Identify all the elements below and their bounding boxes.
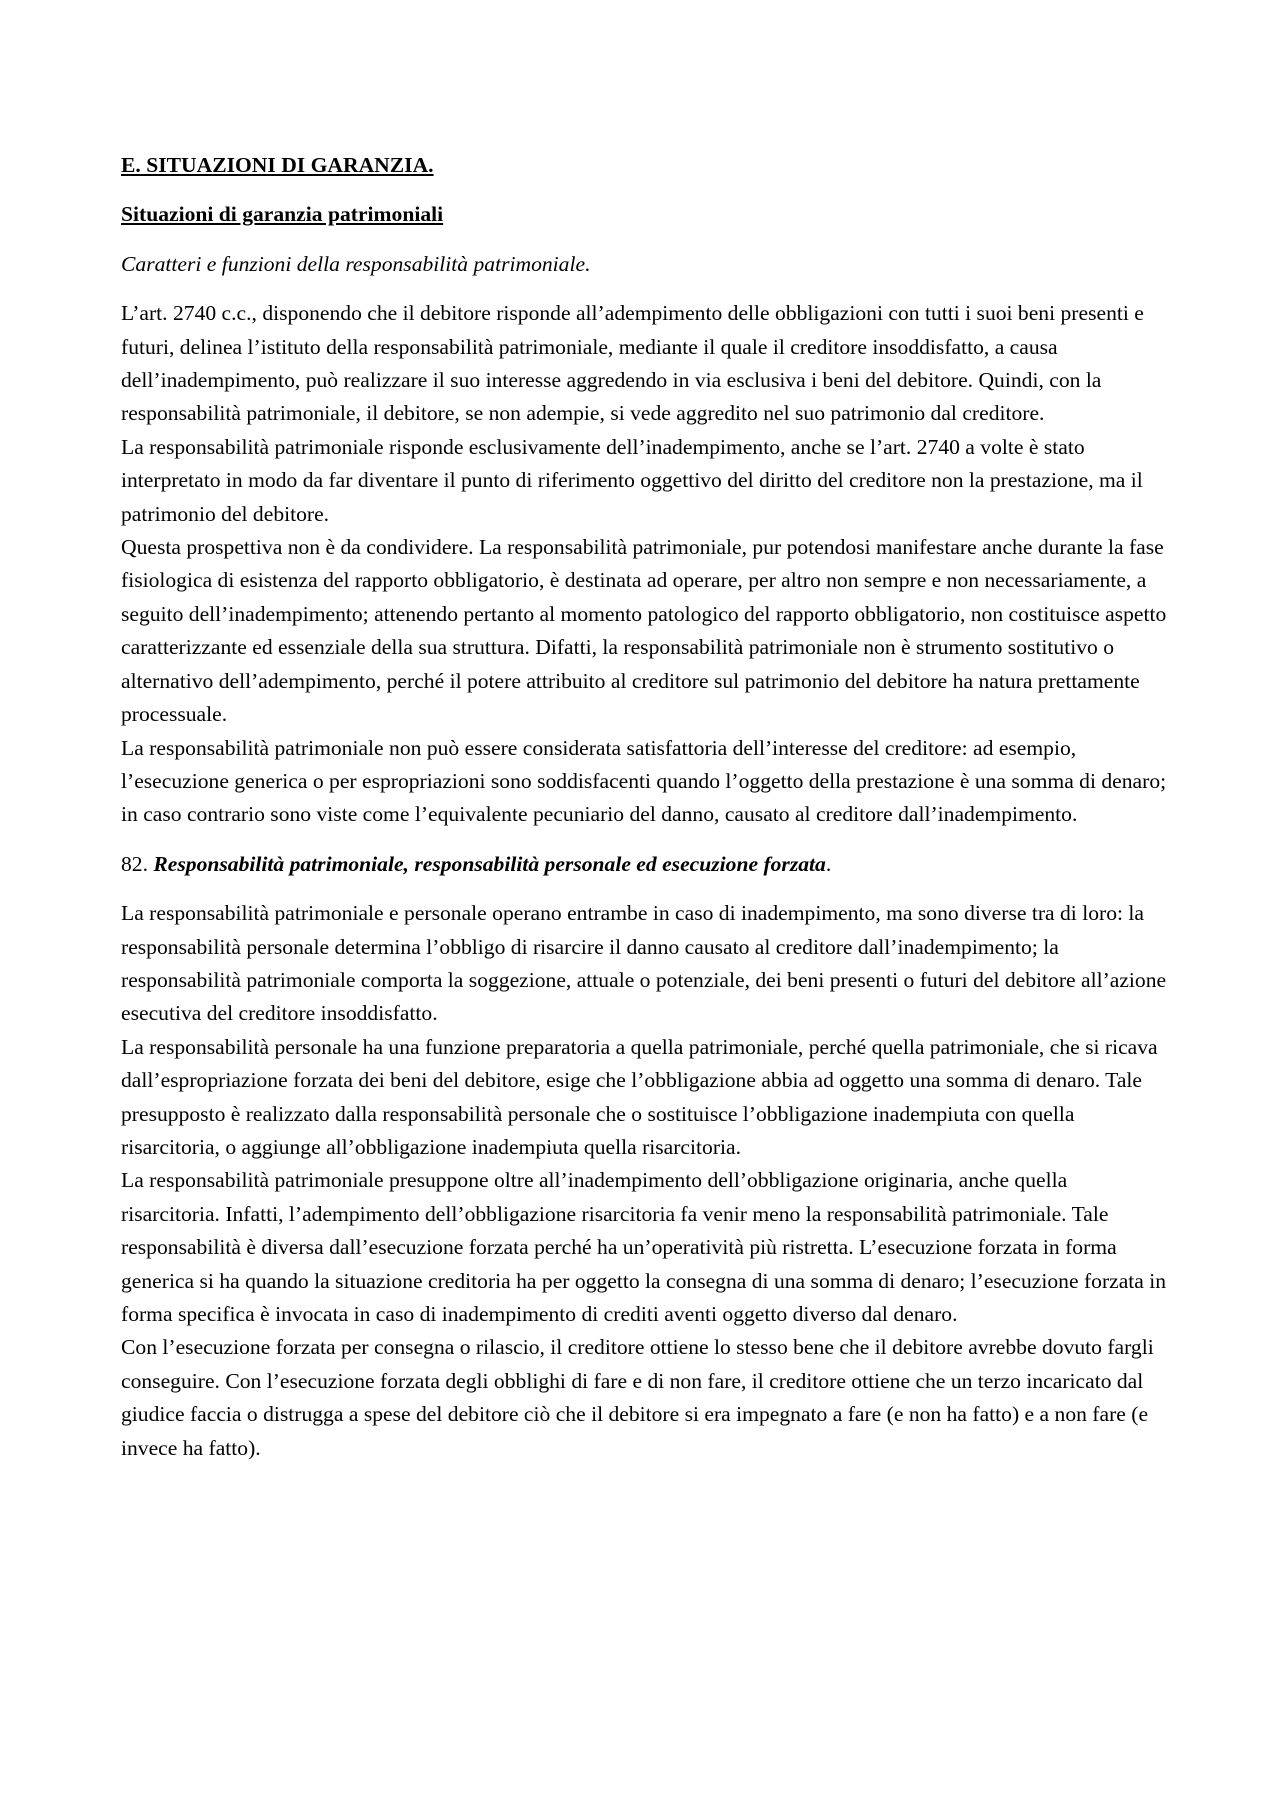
section-heading-responsabilita: Caratteri e funzioni della responsabilità patrimoniale. (121, 251, 591, 276)
section-heading-82 (121, 848, 1171, 881)
section-title: Responsabilità patrimoniale, responsabilità personale ed esecuzione forzata (153, 851, 826, 876)
document-page (121, 149, 1171, 1481)
paragraph: La responsabilità patrimoniale non può essere considerata satisfattoria dell’interesse del creditore: ad esempio, l’esecuzione generica o per espropriazioni sono soddisfacenti quando l’oggetto della prestazione è una somma di denaro; in caso contrario sono viste come l’equivalente pecuniario del danno, causato al creditore dall’inadempimento. (121, 735, 1167, 827)
document-subtitle: Situazioni di garanzia patrimoniali (121, 202, 444, 227)
paragraph: La responsabilità patrimoniale presuppone oltre all’inadempimento dell’obbligazione originaria, anche quella risarcitoria. Infatti, l’adempimento dell’obbligazione risarcitoria fa venir meno la responsabilità patrimoniale. Tale responsabilità è diversa dall’esecuzione forzata perché ha un’operatività più ristretta. L’esecuzione forzata in forma generica si ha quando la situazione creditoria ha per oggetto la consegna di una somma di denaro; l’esecuzione forzata in forma specifica è invocata in caso di inadempimento di crediti aventi oggetto diverso dal denaro. (121, 1168, 1167, 1326)
section-body-2 (121, 897, 1171, 1465)
paragraph: L’art. 2740 c.c., disponendo che il debitore risponde all’adempimento delle obbligazioni con tutti i suoi beni presenti e futuri, delinea l’istituto della responsabilità patrimoniale, mediante il quale il creditore insoddisfatto, a causa dell’inadempimento, può realizzare il suo interesse aggredendo in via esclusiva i beni del debitore. Quindi, con la responsabilità patrimoniale, il debitore, se non adempie, si vede aggredito nel suo patrimonio dal creditore. (121, 301, 1144, 426)
section-title-end: . (825, 851, 832, 876)
paragraph: La responsabilità patrimoniale risponde esclusivamente dell’inadempimento, anche se l’art. 2740 a volte è stato interpretato in modo da far diventare il punto di riferimento oggettivo del diritto del creditore non la prestazione, ma il patrimonio del debitore. (121, 434, 1143, 526)
section-number: 82. (121, 851, 154, 876)
section-body-1 (121, 297, 1171, 832)
paragraph: La responsabilità patrimoniale e personale operano entrambe in caso di inadempimento, ma sono diverse tra di loro: la responsabilità personale determina l’obbligo di risarcire il danno causato al creditore dall’inadempimento; la responsabilità patrimoniale comporta la soggezione, attuale o potenziale, dei beni presenti o futuri del debitore all’azione esecutiva del creditore insoddisfatto. (121, 901, 1167, 1026)
paragraph: Con l’esecuzione forzata per consegna o rilascio, il creditore ottiene lo stesso bene che il debitore avrebbe dovuto fargli conseguire. Con l’esecuzione forzata degli obblighi di fare e di non fare, il creditore ottiene che un terzo incaricato dal giudice faccia o distrugga a spese del debitore ciò che il debitore si era impegnato a fare (e non ha fatto) e a non fare (e invece ha fatto). (121, 1335, 1154, 1460)
paragraph: Questa prospettiva non è da condividere. La responsabilità patrimoniale, pur potendosi manifestare anche durante la fase fisiologica di esistenza del rapporto obbligatorio, è destinata ad operare, per altro non sempre e non necessariamente, a seguito dell’inadempimento; attenendo pertanto al momento patologico del rapporto obbligatorio, non costituisce aspetto caratterizzante ed essenziale della sua struttura. Difatti, la responsabilità patrimoniale non è strumento sostitutivo o alternativo dell’adempimento, perché il potere attribuito al creditore sul patrimonio del debitore ha natura prettamente processuale. (121, 535, 1167, 727)
document-title: E. SITUAZIONI DI GARANZIA. (121, 153, 434, 177)
paragraph: La responsabilità personale ha una funzione preparatoria a quella patrimoniale, perché quella patrimoniale, che si ricava dall’espropriazione forzata dei beni del debitore, esige che l’obbligazione abbia ad oggetto una somma di denaro. Tale presupposto è realizzato dalla responsabilità personale che o sostituisce l’obbligazione inadempiuta con quella risarcitoria, o aggiunge all’obbligazione inadempiuta quella risarcitoria. (121, 1034, 1158, 1159)
